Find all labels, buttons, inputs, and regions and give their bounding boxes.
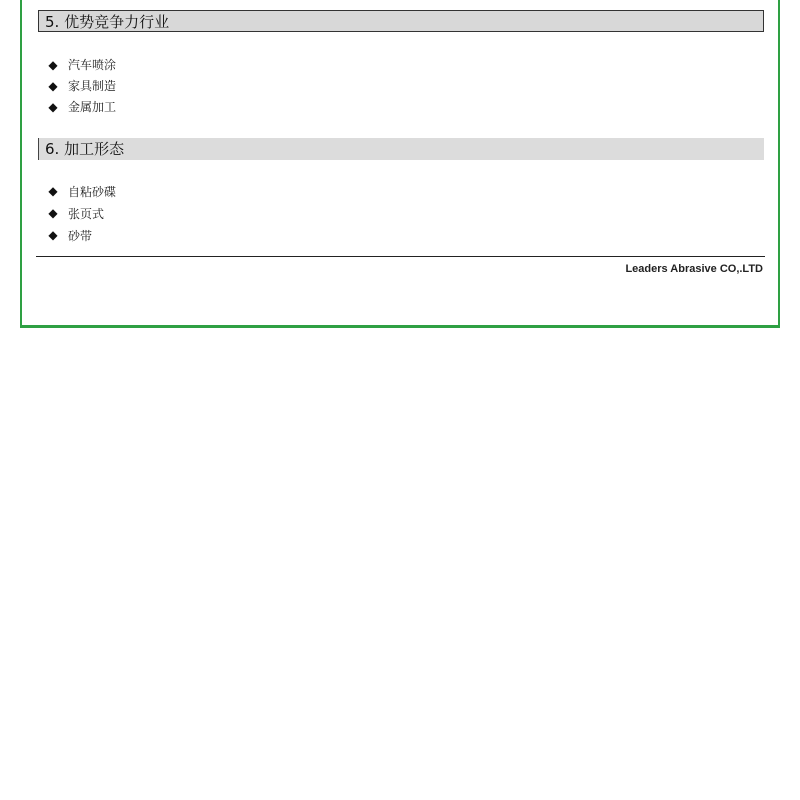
diamond-bullet-icon: ◆ (48, 57, 58, 72)
page-frame (20, 0, 780, 328)
list-item-label: 张页式 (68, 206, 105, 221)
section-title-processing-forms: 6. 加工形态 (38, 138, 764, 160)
section-title-advantage-industries: 5. 优势竞争力行业 (38, 10, 764, 32)
diamond-bullet-icon: ◆ (48, 206, 58, 220)
diamond-bullet-icon: ◆ (48, 184, 58, 198)
list-item (46, 202, 116, 224)
footer-divider (36, 256, 765, 257)
company-name: Leaders Abrasive CO,.LTD (625, 263, 763, 275)
list-item-label: 汽车喷涂 (68, 58, 117, 72)
diamond-bullet-icon: ◆ (48, 78, 58, 93)
list-item-label: 砂带 (68, 228, 93, 243)
list-item (46, 96, 116, 117)
processing-forms-list (46, 180, 116, 246)
advantage-industries-list (46, 54, 116, 117)
list-item-label: 金属加工 (68, 100, 117, 114)
list-item (46, 54, 116, 75)
list-item-label: 家具制造 (68, 79, 117, 93)
list-item (46, 224, 116, 246)
list-item-label: 自粘砂碟 (68, 184, 117, 199)
diamond-bullet-icon: ◆ (48, 228, 58, 242)
list-item (46, 180, 116, 202)
diamond-bullet-icon: ◆ (48, 99, 58, 114)
list-item (46, 75, 116, 96)
